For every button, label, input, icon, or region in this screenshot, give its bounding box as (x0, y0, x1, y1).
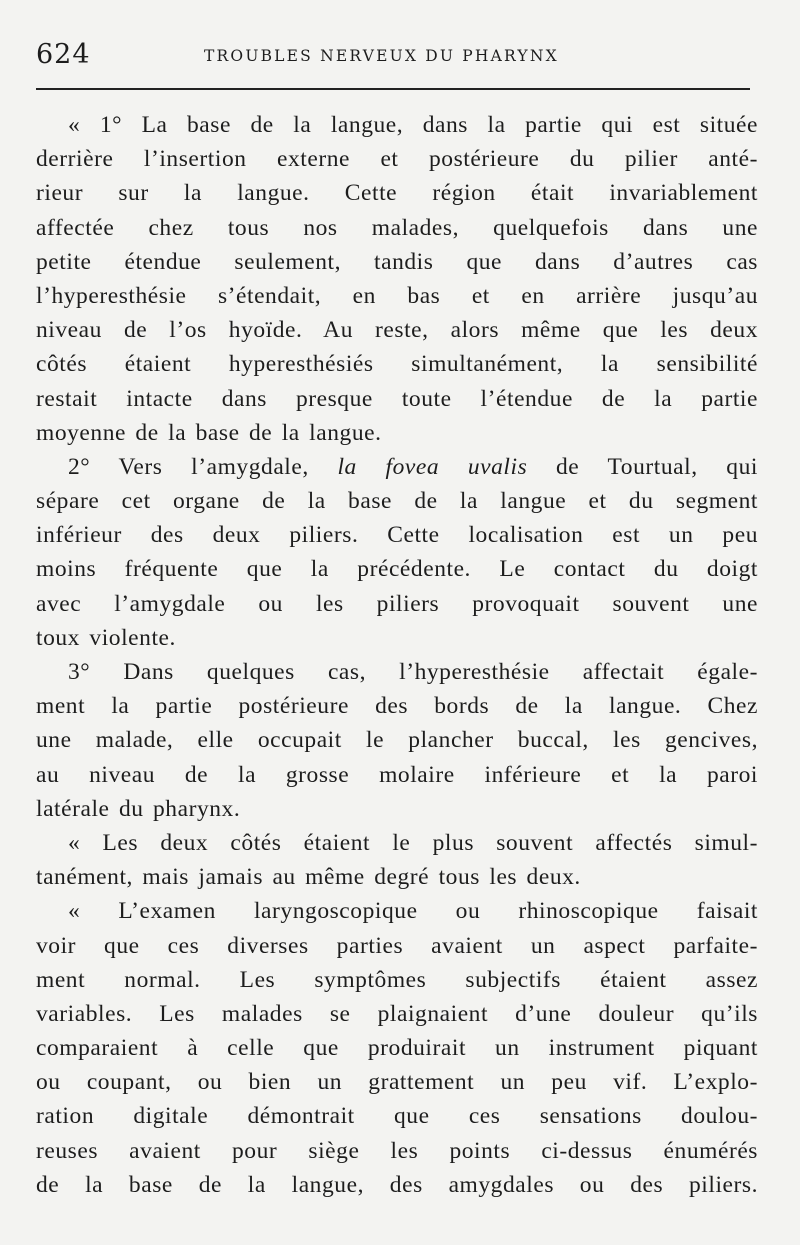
paragraph-2 (36, 450, 758, 655)
text-line: moins fréquente que la précédente. Le contact du doigt (36, 556, 758, 583)
header-rule (36, 88, 750, 90)
page-header (36, 38, 752, 78)
text-line-with-italic (36, 450, 758, 484)
text-line: l’hyperesthésie s’étendait, en bas et en arrière jusqu’au (36, 282, 758, 309)
text-line: voir que ces diverses parties avaient un aspect parfaite- (36, 932, 758, 959)
text-line: avec l’amygdale ou les piliers provoquait souvent une (36, 590, 758, 617)
italic-term: la fovea uvalis (337, 453, 528, 480)
text-line: ment la partie postérieure des bords de la langue. Chez (36, 693, 758, 720)
text-line: une malade, elle occupait le plancher buccal, les gencives, (36, 727, 758, 754)
text-line: « Les deux côtés étaient le plus souvent affectés simul- (68, 829, 758, 856)
text-line: « L’examen laryngoscopique ou rhinoscopique faisait (68, 898, 758, 925)
text-line: comparaient à celle que produirait un instrument piquant (36, 1035, 758, 1062)
text-line: derrière l’insertion externe et postérieure du pilier anté- (36, 146, 758, 173)
text-line: toux violente. (36, 624, 176, 651)
text-line: ment normal. Les symptômes subjectifs étaient assez (36, 966, 758, 993)
text-line: sépare cet organe de la base de la langue et du segment (36, 488, 758, 515)
paragraph-1 (36, 108, 758, 450)
text-run: 2° Vers l’amygdale, (68, 453, 338, 480)
paragraph-4 (36, 826, 758, 894)
text-line: restait intacte dans presque toute l’étendue de la partie (36, 385, 758, 412)
paragraph-3 (36, 655, 758, 826)
text-line: côtés étaient hyperesthésiés simultanément, la sensibilité (36, 351, 758, 378)
page-number: 624 (36, 39, 91, 70)
running-title: TROUBLES NERVEUX DU PHARYNX (204, 47, 559, 65)
text-line: au niveau de la grosse molaire inférieure et la paroi (36, 761, 758, 788)
text-line: variables. Les malades se plaignaient d’une douleur qu’ils (36, 1000, 758, 1027)
text-line: reuses avaient pour siège les points ci-dessus énumérés (36, 1137, 758, 1164)
text-line: rieur sur la langue. Cette région était invariablement (36, 180, 758, 207)
text-line: ration digitale démontrait que ces sensations doulou- (36, 1103, 758, 1130)
text-line: ou coupant, ou bien un grattement un peu vif. L’explo- (36, 1069, 758, 1096)
text-line: 3° Dans quelques cas, l’hyperesthésie affectait égale- (68, 659, 758, 685)
text-line: moyenne de la base de la langue. (36, 419, 382, 446)
text-line: tanément, mais jamais au même degré tous les deux. (36, 864, 581, 891)
paragraph-5 (36, 894, 758, 1202)
text-line: niveau de l’os hyoïde. Au reste, alors même que les deux (36, 317, 758, 344)
text-line: inférieur des deux piliers. Cette localisation est un peu (36, 522, 758, 549)
text-line: de la base de la langue, des amygdales ou des piliers. (36, 1171, 758, 1198)
text-line: petite étendue seulement, tandis que dans d’autres cas (36, 248, 758, 275)
text-line: affectée chez tous nos malades, quelquefois dans une (36, 214, 758, 241)
text-run: de Tourtual, qui (527, 453, 758, 480)
text-line: latérale du pharynx. (36, 795, 241, 822)
page-body (36, 108, 758, 1202)
text-line: « 1° La base de la langue, dans la partie qui est située (68, 112, 758, 138)
